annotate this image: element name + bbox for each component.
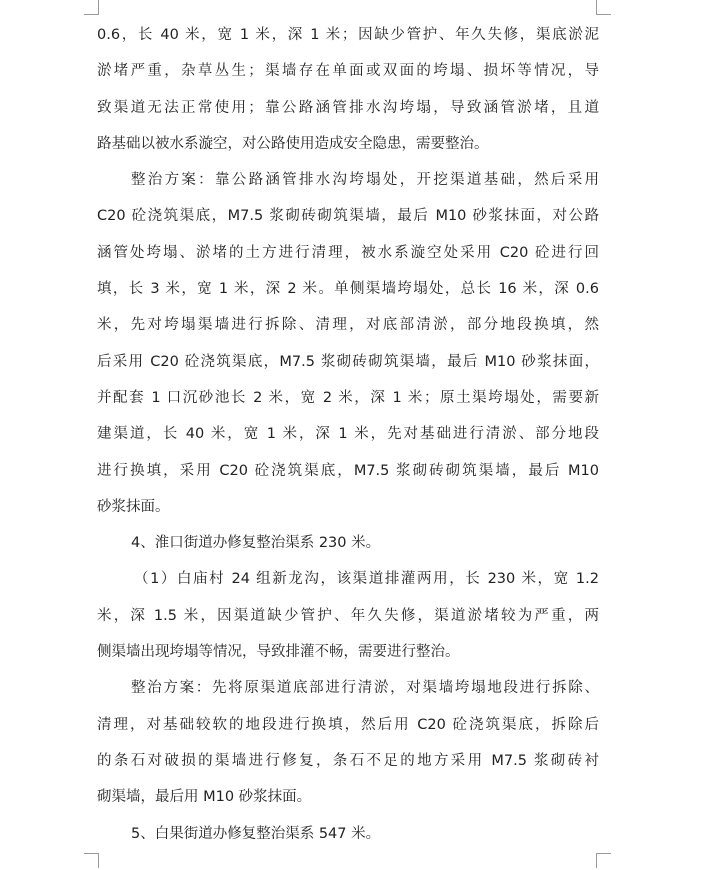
text-line: 砂浆抹面。 bbox=[97, 498, 170, 515]
text-line: 涵管处垮塌、淤堵的土方进行清理，被水系漩空处采用 C20 砼进行回 bbox=[97, 244, 599, 261]
text-line: 的条石对破损的渠墙进行修复，条石不足的地方采用 M7.5 浆砌砖衬 bbox=[97, 752, 599, 769]
text-line: 后采用 C20 砼浇筑渠底，M7.5 浆砌砖砌筑渠墙，最后 M10 砂浆抹面， bbox=[97, 353, 599, 370]
text-line: 建渠道，长 40 米，宽 1 米，深 1 米，先对基础进行清淤、部分地段 bbox=[97, 426, 599, 443]
text-line: 进行换填，采用 C20 砼浇筑渠底，M7.5 浆砌砖砌筑渠墙，最后 M10 bbox=[97, 462, 599, 479]
text-line: 并配套 1 口沉砂池长 2 米，宽 2 米，深 1 米；原土渠垮塌处，需要新 bbox=[97, 389, 599, 406]
margin-corner-bottom-left bbox=[84, 853, 99, 868]
text-line: 整治方案：先将原渠道底部进行清淤，对渠墙垮塌地段进行拆除、 bbox=[131, 680, 599, 697]
margin-corner-bottom-right bbox=[596, 853, 611, 868]
text-line: 米，深 1.5 米，因渠道缺少管护、年久失修，渠道淤堵较为严重，两 bbox=[97, 607, 599, 624]
text-line: （1）白庙村 24 组新龙沟，该渠道排灌两用，长 230 米，宽 1.2 bbox=[134, 571, 599, 588]
text-line: 路基础以被水系漩空，对公路使用造成安全隐患，需要整治。 bbox=[97, 135, 489, 152]
text-line: 致渠道无法正常使用；靠公路涵管排水沟垮塌，导致涵管淤堵，且道 bbox=[97, 99, 599, 116]
section-heading: 5、白果街道办修复整治渠系 547 米。 bbox=[131, 825, 381, 842]
text-line: 砌渠墙，最后用 M10 砂浆抹面。 bbox=[97, 789, 312, 806]
text-line: 米，先对垮塌渠墙进行拆除、清理，对底部清淤，部分地段换填，然 bbox=[97, 317, 599, 334]
text-line: C20 砼浇筑渠底，M7.5 浆砌砖砌筑渠墙，最后 M10 砂浆抹面，对公路 bbox=[97, 208, 599, 225]
margin-corner-top-right bbox=[596, 0, 611, 15]
text-line: 淤堵严重，杂草丛生；渠墙存在单面或双面的垮塌、损坏等情况，导 bbox=[97, 63, 599, 80]
text-line: 整治方案：靠公路涵管排水沟垮塌处，开挖渠道基础，然后采用 bbox=[131, 172, 599, 189]
margin-corner-top-left bbox=[84, 0, 99, 15]
document-body bbox=[97, 17, 599, 852]
text-line: 0.6，长 40 米，宽 1 米，深 1 米；因缺少管护、年久失修，渠底淤泥 bbox=[97, 27, 599, 43]
text-line: 侧渠墙出现垮塌等情况，导致排灌不畅，需要进行整治。 bbox=[97, 644, 460, 661]
text-line: 填，长 3 米，宽 1 米，深 2 米。单侧渠墙垮塌处，总长 16 米，深 0.6 bbox=[97, 281, 599, 298]
section-heading: 4、淮口街道办修复整治渠系 230 米。 bbox=[131, 535, 381, 552]
text-line: 清理，对基础较软的地段进行换填，然后用 C20 砼浇筑渠底，拆除后 bbox=[97, 716, 599, 733]
